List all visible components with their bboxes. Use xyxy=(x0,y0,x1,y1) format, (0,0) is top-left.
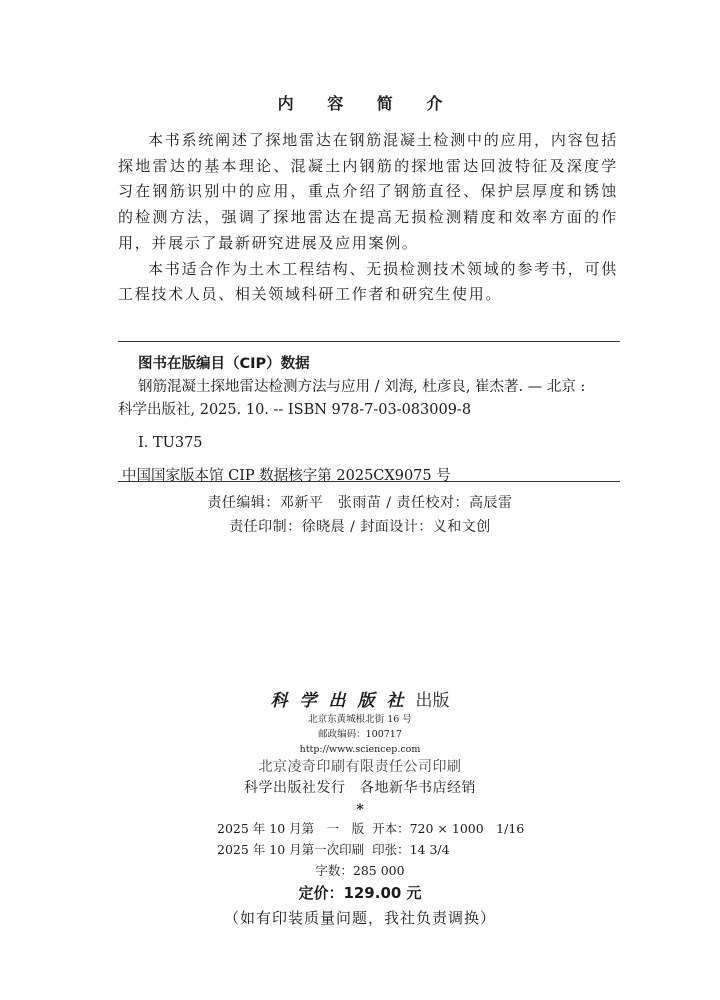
edition-line: 2025 年 10 月第 一 版 开本：720 × 1000 1/16 xyxy=(217,821,525,836)
specs-block xyxy=(0,802,720,931)
cip-record-line: 科学出版社, 2025. 10. -- ISBN 978-7-03-083009-8 xyxy=(118,402,472,418)
cip-heading: 图书在版编目（CIP）数据 xyxy=(138,356,310,372)
publisher-postcode: 邮政编码：100717 xyxy=(318,729,402,740)
distribution-line: 科学出版社发行 各地新华书店经销 xyxy=(244,780,476,796)
cip-bottom-divider xyxy=(118,481,620,482)
publisher-logo-name: 科学出版社 xyxy=(270,691,416,711)
publisher-block xyxy=(0,690,720,799)
printing-line: 2025 年 10 月第一次印刷 印张：14 3/4 xyxy=(217,842,450,857)
price: 定价：129.00 元 xyxy=(298,884,422,902)
cip-record-line: 钢筋混凝土探地雷达检测方法与应用 / 刘海, 杜彦良, 崔杰著. — 北京 : xyxy=(138,379,586,395)
publisher-website: http://www.sciencep.com xyxy=(299,744,421,755)
credits-line: 责任印制：徐晓晨 / 封面设计：义和文创 xyxy=(229,519,491,535)
return-note: （如有印装质量问题，我社负责调换） xyxy=(223,909,496,927)
editorial-credits xyxy=(0,491,720,539)
page-title: 内 容 简 介 xyxy=(277,94,457,113)
printer-line: 北京凌奇印刷有限责任公司印刷 xyxy=(258,759,462,775)
publisher-logo xyxy=(0,690,720,712)
summary-paragraph: 本书适合作为土木工程结构、无损检测技术领域的参考书，可供工程技术人员、相关领域科研工作者和研究生使用。 xyxy=(118,259,618,304)
cip-classification: Ⅰ. TU375 xyxy=(138,435,203,451)
book-summary xyxy=(118,128,618,308)
cip-verification: 中国国家版本馆 CIP 数据核字第 2025CX9075 号 xyxy=(122,468,451,484)
credits-line: 责任编辑：邓新平 张雨苗 / 责任校对：高辰雷 xyxy=(207,495,513,511)
publisher-logo-suffix: 出版 xyxy=(415,691,450,711)
cip-block xyxy=(118,352,620,488)
publisher-address: 北京东黄城根北街 16 号 xyxy=(308,714,412,725)
separator-asterisk: * xyxy=(356,802,364,818)
word-count: 字数：285 000 xyxy=(315,863,405,878)
cip-top-divider xyxy=(118,341,620,342)
summary-paragraph: 本书系统阐述了探地雷达在钢筋混凝土检测中的应用，内容包括探地雷达的基本理论、混凝土内钢筋的探地雷达回波特征及深度学习在钢筋识别中的应用，重点介绍了钢筋直径、保护层厚度和锈蚀的检测方法，强调了探地雷达在提高无损检测精度和效率方面的作用，并展示了最新研究进展及应用案例。 xyxy=(118,131,618,252)
